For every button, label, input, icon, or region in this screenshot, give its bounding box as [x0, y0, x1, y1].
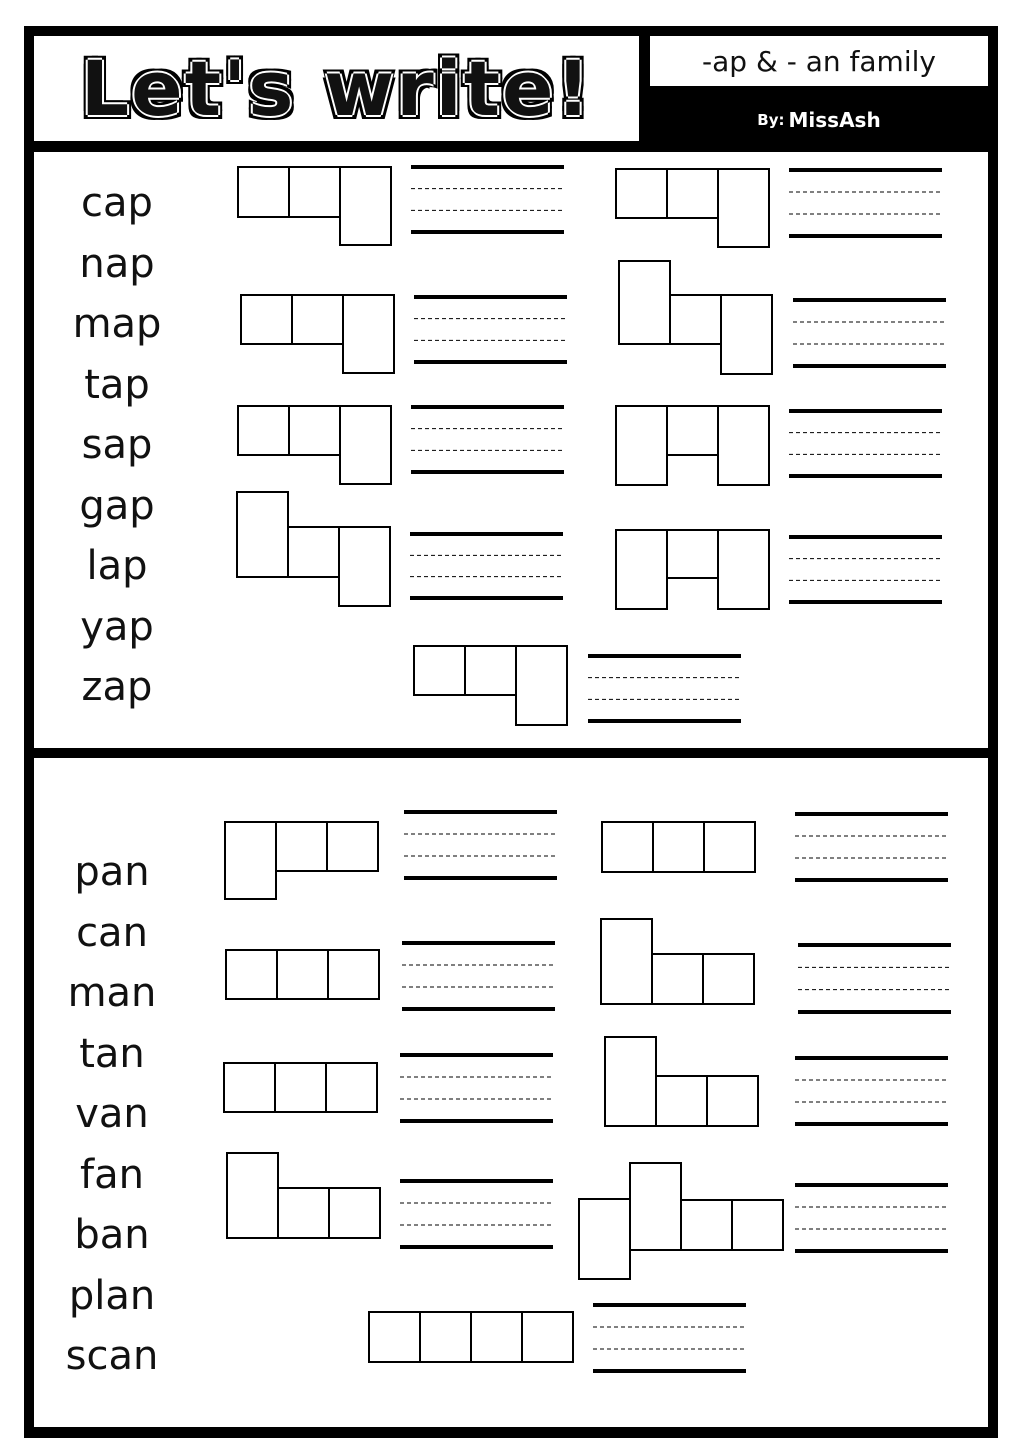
page-number: 1	[963, 1399, 977, 1421]
letter-box	[616, 406, 667, 485]
letter-box	[340, 406, 391, 484]
an-word: van	[75, 1091, 149, 1137]
letter-box	[667, 406, 718, 455]
letter-box	[237, 492, 288, 577]
letter-box	[601, 919, 652, 1004]
letter-box	[605, 1037, 656, 1126]
an-word: pan	[74, 849, 150, 895]
letter-box	[681, 1200, 732, 1250]
letter-box	[667, 169, 718, 218]
letter-box	[465, 646, 516, 695]
an-word: fan	[80, 1151, 144, 1198]
an-word: plan	[68, 1272, 156, 1319]
letter-box	[667, 530, 718, 578]
ap-word: sap	[81, 422, 153, 468]
ap-word: yap	[80, 603, 154, 650]
word-family-label: -ap & - an family	[650, 36, 988, 86]
letter-box	[732, 1200, 783, 1250]
page-title: Let's write!	[80, 43, 593, 133]
letter-box	[339, 527, 390, 606]
letter-box	[656, 1076, 707, 1126]
letter-box	[241, 295, 292, 344]
letter-box	[343, 295, 394, 373]
letter-box	[289, 167, 340, 217]
author-name: MissAsh	[788, 108, 881, 132]
letter-box	[328, 950, 379, 999]
letter-box	[289, 406, 340, 455]
letter-box	[707, 1076, 758, 1126]
ap-word: cap	[81, 180, 153, 226]
letter-box	[616, 530, 667, 609]
letter-box	[630, 1163, 681, 1250]
letter-box	[225, 822, 276, 899]
an-word: ban	[74, 1212, 150, 1258]
letter-box	[369, 1312, 420, 1362]
letter-box	[227, 1153, 278, 1238]
letter-box	[340, 167, 391, 245]
letter-box	[616, 169, 667, 218]
letter-box	[522, 1312, 573, 1362]
ap-word: zap	[81, 664, 153, 710]
letter-box	[292, 295, 343, 344]
letter-box	[278, 1188, 329, 1238]
letter-box	[276, 822, 327, 871]
author-prefix: By:	[757, 111, 785, 129]
letter-box	[224, 1063, 275, 1112]
letter-box	[579, 1199, 630, 1279]
letter-box	[414, 646, 465, 695]
ap-word: nap	[79, 240, 155, 287]
letter-box	[516, 646, 567, 725]
letter-box	[602, 822, 653, 872]
letter-box	[704, 822, 755, 872]
ap-word: gap	[79, 482, 155, 529]
letter-box	[277, 950, 328, 999]
letter-box	[329, 1188, 380, 1238]
letter-box	[275, 1063, 326, 1112]
letter-box	[619, 261, 670, 344]
an-word: man	[67, 970, 157, 1016]
ap-word: map	[72, 301, 162, 347]
an-word: can	[76, 909, 148, 956]
ap-word: tap	[84, 361, 150, 408]
letter-box	[653, 822, 704, 872]
letter-box	[327, 822, 378, 871]
letter-box	[238, 406, 289, 455]
an-word: tan	[79, 1030, 145, 1077]
letter-box	[288, 527, 339, 577]
letter-box	[326, 1063, 377, 1112]
letter-box	[420, 1312, 471, 1362]
ap-word: lap	[86, 543, 148, 589]
letter-box	[703, 954, 754, 1004]
letter-box	[721, 295, 772, 374]
letter-box	[718, 169, 769, 247]
letter-box	[652, 954, 703, 1004]
letter-box	[238, 167, 289, 217]
letter-box	[718, 406, 769, 485]
an-word: scan	[65, 1333, 159, 1379]
letter-box	[226, 950, 277, 999]
letter-box	[670, 295, 721, 344]
letter-box	[718, 530, 769, 609]
letter-box	[471, 1312, 522, 1362]
